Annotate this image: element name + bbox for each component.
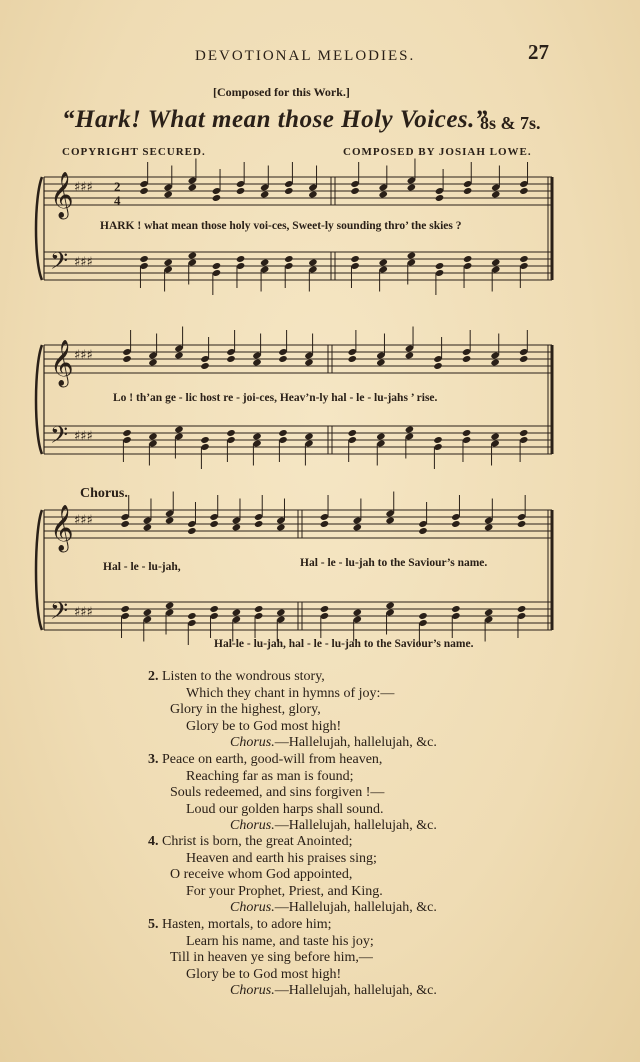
system-3-treble-note [232, 524, 241, 532]
system-1-bass-note [308, 259, 317, 267]
system-3-treble-note [143, 524, 152, 532]
meter-label: 8s & 7s. [480, 113, 541, 133]
system-2-bass-note [462, 429, 471, 437]
system-2-treble-note [122, 355, 131, 363]
system-2-bass-note [490, 433, 499, 441]
system-2-bass-note [174, 426, 183, 434]
system-2-treble-note [519, 355, 528, 363]
system-3-bass-note [165, 602, 174, 610]
system-1-treble-note [308, 191, 317, 199]
system-3-bass-note [120, 605, 129, 613]
system-1-treble-note [163, 191, 172, 199]
system-1-bass-note [407, 252, 416, 260]
verse-line: Souls redeemed, and sins forgiven !— [170, 785, 385, 801]
chorus-text: —Hallelujah, hallelujah, &c. [274, 900, 437, 916]
page-number: 27 [528, 40, 549, 64]
system-1-bass-note [519, 255, 528, 263]
system-3-treble-note [120, 520, 129, 528]
system-1-treble-note [260, 191, 269, 199]
system-1-bass-note [260, 259, 269, 267]
system-2-bass-note [405, 426, 414, 434]
system-3-bass-note [187, 612, 196, 620]
system-3-bass-note [517, 605, 526, 613]
verse-line: Loud our golden harps shall sound. [186, 801, 384, 817]
system-1-bass-note [350, 255, 359, 263]
system-2-bass-note [433, 436, 442, 444]
system-2-treble-clef: 𝄞 [50, 340, 74, 386]
system-3-bass-note [143, 609, 152, 617]
verse-line: Christ is born, the great Anointed; [162, 834, 353, 849]
system-1-treble-note [284, 187, 293, 195]
chorus-text: —Hallelujah, hallelujah, &c. [274, 735, 437, 751]
verse-line: Listen to the wondrous story, [162, 669, 325, 684]
chorus-label: Chorus. [230, 983, 275, 999]
verse-5-first-line [148, 917, 332, 933]
system-1-treble-note [407, 184, 416, 192]
system-2-treble-note [405, 352, 414, 360]
system-2-treble-note [200, 362, 209, 370]
system-2-treble-note [252, 359, 261, 367]
system-3-bass-note [254, 605, 263, 613]
verse-number: 4. [148, 834, 162, 849]
system-1-key-signature-bass: ♯♯♯ [74, 255, 93, 270]
system-3-bass-note [385, 602, 394, 610]
system-1-bass-note [139, 255, 148, 263]
system-2-bass-note [348, 429, 357, 437]
chorus-label: Chorus. [230, 900, 275, 916]
chorus-text: —Hallelujah, hallelujah, &c. [274, 983, 437, 999]
verse-line: Reaching far as man is found; [186, 768, 354, 784]
chorus-label: Chorus. [80, 486, 128, 501]
system-2-treble-note [490, 359, 499, 367]
system-1-bass-note [491, 259, 500, 267]
verse-number: 2. [148, 669, 162, 684]
system-1-brace [36, 177, 42, 280]
system-1-bass-note [188, 252, 197, 260]
copyright-notice: COPYRIGHT SECURED. [62, 146, 206, 158]
system-3-bass-note [232, 609, 241, 617]
verse-line: Heaven and earth his praises sing; [186, 850, 377, 866]
system-1-bass-note [236, 255, 245, 263]
system-1-key-signature-treble: ♯♯♯ [74, 180, 93, 195]
system-3-bass-note [276, 609, 285, 617]
chorus-text: —Hallelujah, hallelujah, &c. [274, 818, 437, 834]
verse-line: Learn his name, and taste his joy; [186, 933, 374, 949]
system-1-treble-note [435, 194, 444, 202]
system-2-bass-note [304, 433, 313, 441]
system-3-treble-note [254, 520, 263, 528]
chorus-label: Chorus. [230, 735, 275, 751]
verse-line: For your Prophet, Priest, and King. [186, 883, 383, 899]
system-2-bass-note [519, 429, 528, 437]
verse-chorus-line [230, 735, 437, 751]
system-2-bass-note [252, 433, 261, 441]
system-2-bass-clef: 𝄢 [50, 421, 69, 454]
verse-number: 3. [148, 752, 162, 767]
lyric-system-2: Lo ! th’an ge - lic host re - joi-ces, Heav’n-ly hal - le - lu-jahs ’ rise. [113, 392, 438, 404]
verse-line: Glory in the highest, glory, [170, 702, 321, 718]
system-2-treble-note [376, 359, 385, 367]
system-2-bass-note [122, 429, 131, 437]
verse-line: Hasten, mortals, to adore him; [162, 917, 332, 932]
system-3-treble-note [320, 520, 329, 528]
system-3-treble-note [187, 527, 196, 535]
system-2-bass-note [226, 429, 235, 437]
system-2-treble-note [304, 359, 313, 367]
system-3-treble-note [484, 524, 493, 532]
system-1-treble-note [463, 187, 472, 195]
system-3-treble-clef: 𝄞 [50, 505, 74, 551]
chorus-lyric-lower: Hal-le - lu-jah, hal - le - lu-jah to the Saviour’s name. [214, 638, 474, 650]
system-2-bass-note [200, 436, 209, 444]
system-1-treble-note [212, 194, 221, 202]
system-1-bass-note [163, 259, 172, 267]
system-3-key-signature-bass: ♯♯♯ [74, 605, 93, 620]
system-2-key-signature-bass: ♯♯♯ [74, 429, 93, 444]
system-2-treble-note [174, 352, 183, 360]
system-2-treble-note [348, 355, 357, 363]
system-3-bass-note [209, 605, 218, 613]
verse-line: Glory be to God most high! [186, 966, 342, 982]
system-2-bass-note [148, 433, 157, 441]
system-1-treble-clef: 𝄞 [50, 172, 74, 218]
system-2-treble-note [226, 355, 235, 363]
verse-chorus-line [230, 818, 437, 834]
verse-line: O receive whom God appointed, [170, 867, 353, 883]
composed-note: [Composed for this Work.] [213, 85, 350, 99]
system-2-treble-note [462, 355, 471, 363]
system-3-bass-note [484, 609, 493, 617]
system-2-bass-note [376, 433, 385, 441]
system-3-treble-note [517, 520, 526, 528]
chorus-label: Chorus. [230, 818, 275, 834]
system-1-treble-note [139, 187, 148, 195]
system-2-treble-note [278, 355, 287, 363]
system-3-bass-clef: 𝄢 [50, 597, 69, 630]
system-2-bass-note [278, 429, 287, 437]
system-3-key-signature-treble: ♯♯♯ [74, 513, 93, 528]
verse-line: Glory be to God most high! [186, 718, 342, 734]
verse-3-first-line [148, 752, 382, 768]
system-3-treble-note [385, 517, 394, 525]
verse-number: 5. [148, 917, 162, 932]
system-2-brace [36, 345, 42, 454]
verse-line: Till in heaven ye sing before him,— [170, 950, 373, 966]
verse-line: Peace on earth, good-will from heaven, [162, 752, 383, 767]
song-title: “Hark! What mean those Holy Voices.” [62, 106, 488, 133]
system-3-bass-note [451, 605, 460, 613]
system-1-treble-note [350, 187, 359, 195]
verse-4-first-line [148, 834, 353, 850]
system-3-treble-note [209, 520, 218, 528]
system-2-treble-note [433, 362, 442, 370]
system-1-bass-clef: 𝄢 [50, 247, 69, 280]
system-1-treble-note [519, 187, 528, 195]
system-2-treble-note [148, 359, 157, 367]
verse-chorus-line [230, 900, 437, 916]
composer-credit: COMPOSED BY JOSIAH LOWE. [343, 146, 532, 158]
verse-chorus-line [230, 983, 437, 999]
system-1-bass-note [378, 259, 387, 267]
system-3-treble-note [451, 520, 460, 528]
verse-2-first-line [148, 669, 325, 685]
lyric-system-1: HARK ! what mean those holy voi-ces, Sweet-ly sounding thro’ the skies ? [100, 220, 462, 232]
running-header: DEVOTIONAL MELODIES. [195, 48, 416, 64]
system-3-treble-note [353, 524, 362, 532]
system-1-bass-note [435, 262, 444, 270]
system-2-key-signature-treble: ♯♯♯ [74, 348, 93, 363]
system-1-time-sig: 2 [114, 179, 121, 194]
system-1-bass-note [212, 262, 221, 270]
system-3-treble-note [418, 527, 427, 535]
system-1-treble-note [491, 191, 500, 199]
system-1-treble-note [188, 184, 197, 192]
system-1-bass-note [463, 255, 472, 263]
system-3-bass-note [418, 612, 427, 620]
chorus-lyric-upper-b: Hal - le - lu-jah to the Saviour’s name. [300, 557, 488, 569]
system-3-brace [36, 510, 42, 630]
system-1-treble-note [236, 187, 245, 195]
system-1-bass-note [284, 255, 293, 263]
system-3-bass-note [353, 609, 362, 617]
system-3-bass-note [320, 605, 329, 613]
chorus-lyric-upper-a: Hal - le - lu-jah, [103, 561, 181, 573]
system-1-treble-note [378, 191, 387, 199]
system-3-treble-note [276, 524, 285, 532]
verse-line: Which they chant in hymns of joy:— [186, 685, 395, 701]
system-1-time-sig: 4 [114, 193, 121, 208]
system-3-treble-note [165, 517, 174, 525]
